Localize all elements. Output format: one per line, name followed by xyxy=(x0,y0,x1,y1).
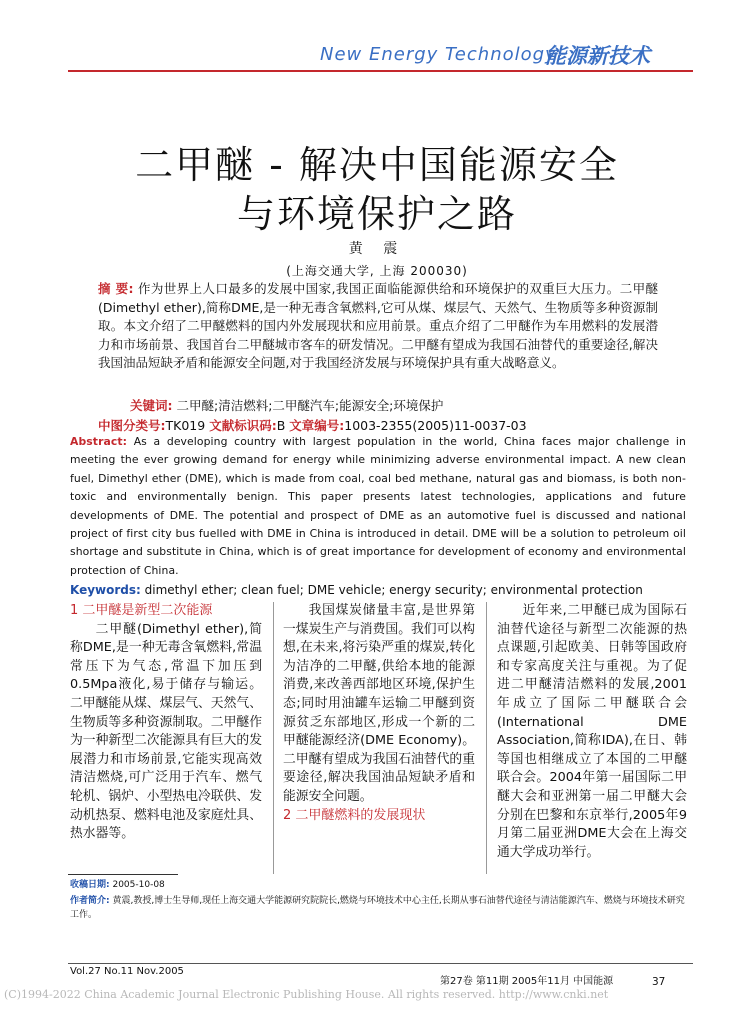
column-divider xyxy=(486,602,487,874)
keywords-english-label: Keywords: xyxy=(70,583,141,597)
footer-divider xyxy=(68,963,693,964)
author-name: 黄 震 xyxy=(348,241,406,257)
column-divider xyxy=(273,602,274,874)
received-label: 收稿日期: xyxy=(70,880,110,890)
keywords-chinese xyxy=(130,396,443,414)
abstract-english xyxy=(70,433,686,580)
keywords-chinese-text: 二甲醚;清洁燃料;二甲醚汽车;能源安全;环境保护 xyxy=(176,398,444,413)
journal-header-english: New Energy Technology xyxy=(320,44,557,65)
body-column-3 xyxy=(497,602,687,862)
article-number-label: 文章编号: xyxy=(289,418,345,433)
copyright-watermark: (C)1994-2022 China Academic Journal Electronic Publishing House. All rights reserved. http://www.cnki.net xyxy=(4,988,609,1001)
doc-code-value: B xyxy=(276,418,286,433)
author-affiliation: (上海交通大学, 上海 200030) xyxy=(286,264,468,278)
article-title-line-1: 二甲醚 - 解决中国能源安全 xyxy=(135,143,619,187)
abstract-chinese-text: 作为世界上人口最多的发展中国家,我国正面临能源供给和环境保护的双重巨大压力。二甲醚(Dimethyl ether),简称DME,是一种无毒含氧燃料,它可从煤、煤层气、天然气、生物质等多种资源制取。本文介绍了二甲醚燃料的国内外发展现状和应用前景。重点介绍了二甲醚作为车用燃料的发展潜力和市场前景、我国首台二甲醚城市客车的研发情况。二甲醚有望成为我国石油替代的重要途径,解决我国油品短缺矛盾和能源安全问题,对于我国经济发展与环境保护具有重大战略意义。 xyxy=(98,281,658,370)
article-title-line-2: 与环境保护之路 xyxy=(236,192,517,236)
abstract-chinese xyxy=(98,280,658,373)
volume-info-english: Vol.27 No.11 Nov.2005 xyxy=(70,966,184,977)
volume-info-chinese: 第27卷 第11期 2005年11月 中国能源 xyxy=(440,976,614,987)
section-2-heading: 2 二甲醚燃料的发展现状 xyxy=(283,807,426,823)
keywords-chinese-label: 关键词: xyxy=(130,398,173,413)
column-1-paragraph: 二甲醚(Dimethyl ether),简称DME,是一种无毒含氧燃料,常温常压下为气态,常温下加压到0.5Mpa液化,易于储存与输运。二甲醚能从煤、煤层气、天然气、生物质等多种资源制取。二甲醚作为一种新型二次能源具有巨大的发展潜力和市场前景,它能实现高效清洁燃烧,可广泛用于汽车、燃气轮机、锅炉、小型热电冷联供、发动机热泵、燃料电池及家庭灶具、热水器等。 xyxy=(70,621,262,842)
footnote-divider xyxy=(68,874,178,875)
header-divider xyxy=(68,70,693,72)
section-1-heading: 1 二甲醚是新型二次能源 xyxy=(70,603,213,618)
article-number-value: 1003-2355(2005)11-0037-03 xyxy=(344,418,527,433)
column-3-paragraph: 近年来,二甲醚已成为国际石油替代途径与新型二次能源的热点课题,引起欧美、日韩等国政府和专家高度关注与重视。为了促进二甲醚清洁燃料的发展,2001年成立了国际二甲醚联合会(International DME Association,简称IDA),在日、韩等国也相继成立了本国的二甲醚联合会。2004年第一届国际二甲醚大会和亚洲第一届二甲醚大会分别在巴黎和东京举行,2005年9月第二届亚洲DME大会在上海交通大学成功举行。 xyxy=(497,603,687,860)
author-bio xyxy=(70,894,690,922)
page-number: 37 xyxy=(652,976,666,988)
received-date xyxy=(70,878,690,892)
author-bio-label: 作者简介: xyxy=(70,896,110,906)
keywords-english-text: dimethyl ether; clean fuel; DME vehicle; energy security; environmental protection xyxy=(144,583,643,597)
received-value: 2005-10-08 xyxy=(112,880,165,890)
abstract-english-text: As a developing country with largest population in the world, China faces major challenge in meeting the ever growing demand for energy while minimizing adverse environmental impact. A new clean fuel, Dimethyl ether (DME), which is made from coal, coal bed methane, natural gas and biomass, is both non-toxic and environmentally benign. This paper presents latest technologies, applications and future developments of DME. The potential and prospect of DME as an automotive fuel is discussed and national project of first city bus fuelled with DME in China is introduced in detail. DME will be a solution to petroleum oil shortage and substitute in China, which is of great importance for development of economy and environmental protection of China. xyxy=(70,435,686,577)
classification-line xyxy=(98,416,527,434)
journal-header-chinese: 能源新技术 xyxy=(545,44,650,68)
keywords-english xyxy=(70,583,643,597)
clc-label: 中图分类号: xyxy=(98,418,166,433)
abstract-chinese-label: 摘 要: xyxy=(98,281,134,296)
body-column-1 xyxy=(70,602,262,844)
author-bio-text: 黄震,教授,博士生导师,现任上海交通大学能源研究院院长,燃烧与环境技术中心主任,长期从事石油替代途径与清洁能源汽车、燃烧与环境技术研究工作。 xyxy=(70,896,685,920)
clc-value: TK019 xyxy=(165,418,206,433)
body-column-2 xyxy=(283,602,475,825)
column-2-paragraph: 我国煤炭储量丰富,是世界第一煤炭生产与消费国。我们可以构想,在未来,将污染严重的煤炭,转化为洁净的二甲醚,供给本地的能源消费,来改善西部地区环境,保护生态;同时用油罐车运输二甲醚到资源贫乏东部地区,形成一个新的二甲醚能源经济(DME Economy)。二甲醚有望成为我国石油替代的重要途径,解决我国油品短缺矛盾和能源安全问题。 xyxy=(283,603,475,804)
abstract-english-label: Abstract: xyxy=(70,435,128,448)
doc-code-label: 文献标识码: xyxy=(209,418,277,433)
